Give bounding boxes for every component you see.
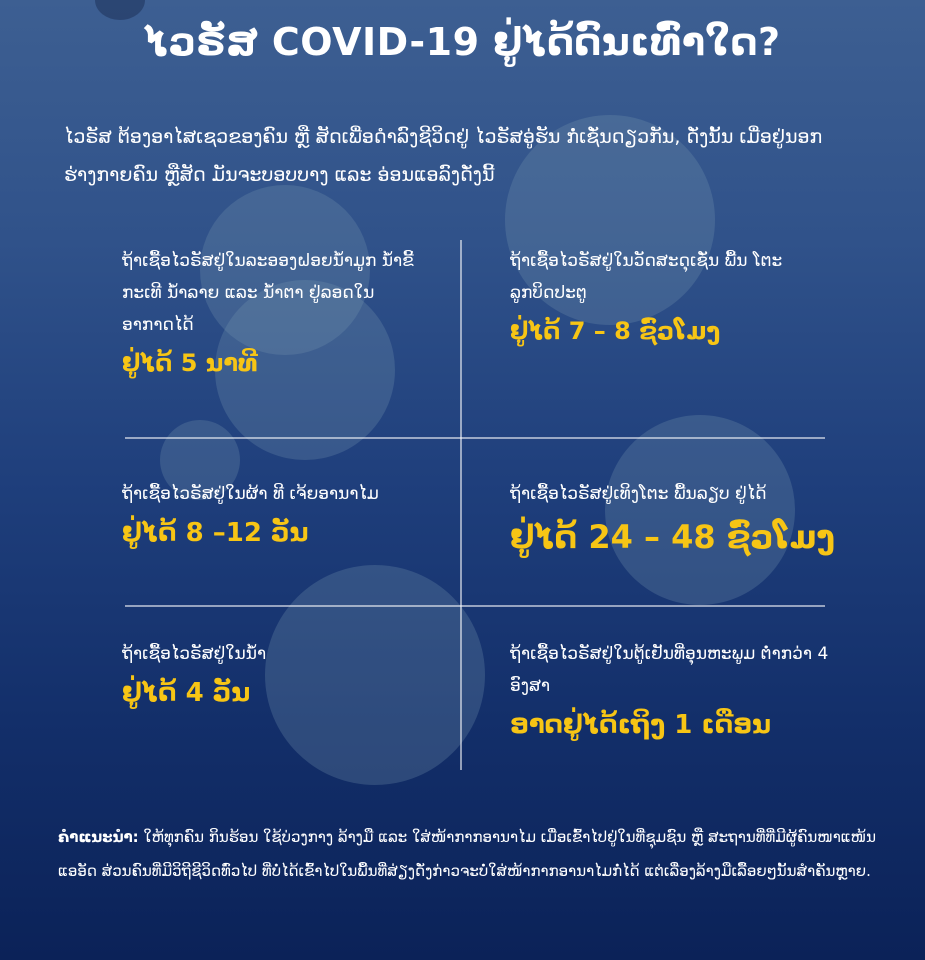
cell-duration: ອາດຢູ່ໄດ້ເຖິງ 1 ເດືອນ: [510, 710, 772, 740]
info-cell-table: [510, 478, 890, 556]
info-cell-air: [122, 245, 422, 377]
grid-divider-horizontal: [125, 437, 825, 439]
info-cell-fridge: [510, 638, 830, 740]
cell-description: ຖ້າເຊື້ອໄວຣັສຢູ່ເທິງໂຕະ ພື້ນລຽບ ຢູ່ໄດ້: [510, 484, 767, 504]
grid-divider-vertical: [460, 240, 462, 770]
info-cell-fabric: [122, 478, 442, 548]
cell-description: ຖ້າເຊື້ອໄວຣັສຢູ່ໃນລະອອງຝອຍນ້ຳມູກ ນ້ຳຂີ້ກະເທີ ນ້ຳລາຍ ແລະ ນ້ຳຕາ ຢູ່ລອດໃນອາກາດໄດ້: [122, 251, 414, 335]
advice-footer: [58, 820, 888, 888]
cell-duration: ຢູ່ໄດ້ 8 –12 ວັນ: [122, 518, 309, 548]
info-cell-water: [122, 638, 442, 708]
cell-duration: ຢູ່ໄດ້ 24 – 48 ຊົ່ວໂມງ: [510, 518, 835, 556]
cell-duration: ຢູ່ໄດ້ 4 ວັນ: [122, 678, 251, 708]
cell-duration: ຢູ່ໄດ້ 5 ນາທີ: [122, 349, 258, 377]
background-blob: [95, 0, 145, 20]
cell-description: ຖ້າເຊື້ອໄວຣັສຢູ່ໃນຕູ້ເຢັນທີ່ອຸນຫະພູມ ຕ່ຳກວ່າ 4 ອົງສາ: [510, 644, 829, 696]
cell-duration: ຢູ່ໄດ້ 7 – 8 ຊົ່ວໂມງ: [510, 317, 721, 345]
intro-paragraph: ໄວຣັສ ຕ້ອງອາໄສເຊວຂອງຄົນ ຫຼື ສັດເພື່ອດຳລົງຊີວິດຢູ່ ໄວຣັສອູ່ຮັນ ກໍ່ເຊັ່ນດຽວກັນ, ດັ່ງນັ້ນ ເມື່ອຢູ່ນອກຮ່າງກາຍຄົນ ຫຼືສັດ ມັນຈະບອບບາງ ແລະ ອ່ອນແອລົງດັ່ງນີ້: [64, 126, 823, 186]
cell-description: ຖ້າເຊື້ອໄວຣັສຢູ່ໃນຜ້າ ທີ ເຈ້ຍອານາໄມ: [122, 484, 379, 504]
cell-description: ຖ້າເຊື້ອໄວຣັສຢູ່ໃນວັດສະດຸເຊັ່ນ ພື້ນ ໂຕະ ລູກບິດປະຕູ: [510, 251, 783, 303]
advice-label: ຄຳແນະນຳ:: [58, 828, 139, 846]
page-title: ໄວຣັສ COVID-19 ຢູ່ໄດ້ດົນເທົ່າໃດ?: [144, 20, 781, 64]
grid-divider-horizontal: [125, 605, 825, 607]
info-cell-materials: [510, 245, 810, 345]
advice-text: ໃຫ້ທຸກຄົນ ກິນຮ້ອນ ໃຊ້ບ່ວງກາງ ລ້າງມື ແລະ ໃສ່ໜ້າກາກອານາໄມ ເມື່ອເຂົ້າໄປຢູ່ໃນທີ່ຊຸມຊົນ ຫຼື ສະຖານທີ່ທີ່ມີຜູ້ຄົນໜາແໜ້ນແອອັດ ສ່ວນຄົນທີ່ມີວິຖີຊີວິດທົ່ວໄປ ທີ່ບໍ່ໄດ້ເຂົ້າໄປໃນພື້ນທີ່ສ່ຽງດັ່ງກ່າວຈະບໍ່ໃສ່ໜ້າກາກອານາໄມກໍ່ໄດ້ ແຕ່ເລື່ອງລ້າງມືເລື້ອຍໆນັ້ນສຳຄັນຫຼາຍ.: [58, 828, 876, 880]
cell-description: ຖ້າເຊື້ອໄວຣັສຢູ່ໃນນ້ຳ: [122, 644, 267, 664]
